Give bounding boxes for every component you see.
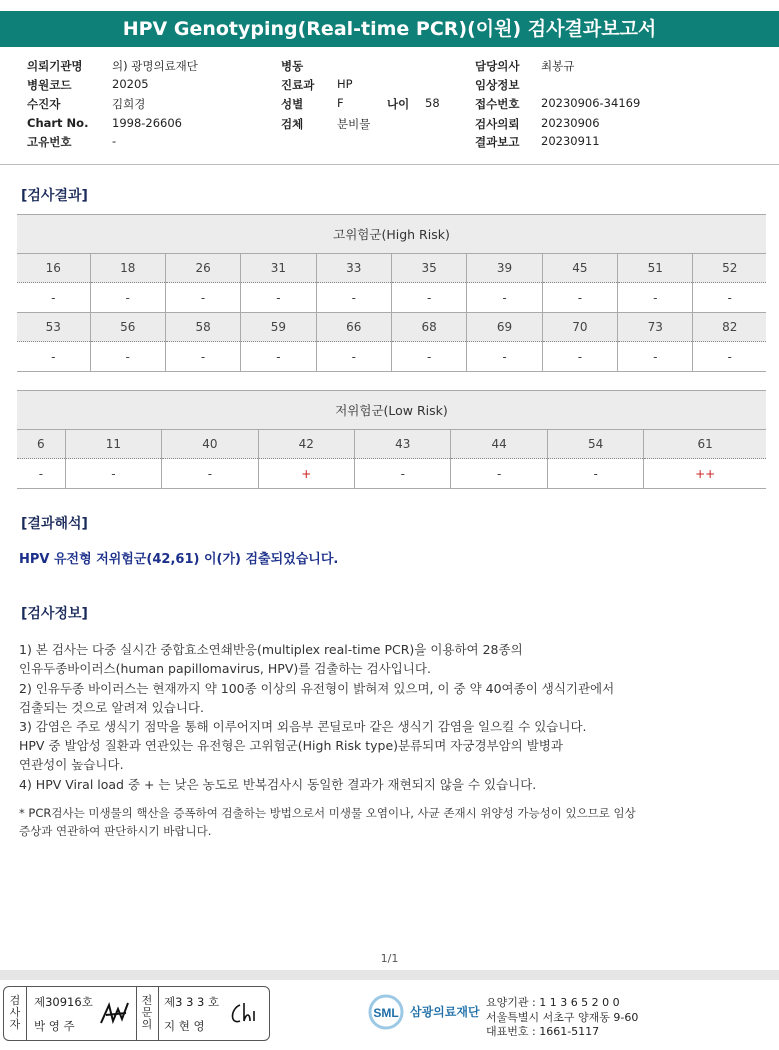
hpv-result-cell: -: [241, 283, 316, 313]
header-field-doctor: 담당의사: [475, 59, 520, 73]
hpv-type-cell: 51: [618, 254, 693, 283]
header-field-sex: 성별: [281, 97, 304, 111]
report-title: HPV Genotyping(Real-time PCR)(이원) 검사결과보고서: [0, 11, 779, 47]
hpv-type-cell: 69: [467, 313, 542, 342]
high-risk-table: [17, 214, 766, 372]
hpv-type-cell: 66: [316, 313, 391, 342]
header-value-department: HP: [337, 77, 353, 91]
tester-license-no: 제30916호: [34, 995, 93, 1009]
tester-signature: [98, 999, 134, 1029]
header-field-unique-no: 고유번호: [27, 135, 72, 149]
hpv-result-cell: -: [17, 283, 90, 313]
hpv-result-cell: -: [391, 342, 466, 372]
hpv-type-cell: 35: [391, 254, 466, 283]
hpv-result-cell: -: [90, 342, 165, 372]
hpv-result-cell: -: [618, 342, 693, 372]
high-risk-result-row-1: [17, 283, 766, 313]
high-risk-type-row-2: [17, 313, 766, 342]
hpv-result-cell: -: [693, 342, 766, 372]
low-risk-type-row: [17, 430, 766, 459]
info-line: 4) HPV Viral load 중 + 는 낮은 농도로 반복검사시 동일한 결과가 재현되지 않을 수 있습니다.: [19, 777, 537, 792]
info-line: 연관성이 높습니다.: [19, 757, 124, 772]
sml-logo-icon: [367, 993, 405, 1031]
doctor-signature: [226, 999, 260, 1029]
header-value-doctor: 최봉규: [541, 59, 575, 73]
hpv-type-cell: 33: [316, 254, 391, 283]
hpv-type-cell: 52: [693, 254, 766, 283]
hpv-result-cell: -: [162, 459, 258, 489]
header-value-specimen: 분비물: [337, 117, 371, 131]
hpv-type-cell: 73: [618, 313, 693, 342]
signature-divider: [158, 987, 159, 1040]
hpv-result-cell: -: [165, 283, 240, 313]
header-field-report-date: 결과보고: [475, 135, 520, 149]
info-line: 3) 감염은 주로 생식기 점막을 통해 이루어지며 외음부 콘딜로마 같은 생식기 감염을 일으킬 수 있습니다.: [19, 719, 587, 734]
hpv-type-cell: 54: [547, 430, 643, 459]
hpv-type-cell: 59: [241, 313, 316, 342]
hpv-type-cell: 45: [542, 254, 617, 283]
footnote-line: 증상과 연관하여 판단하시기 바랍니다.: [19, 824, 212, 838]
hpv-type-cell: 82: [693, 313, 766, 342]
low-risk-result-row: [17, 459, 766, 489]
hpv-result-cell: -: [467, 342, 542, 372]
header-value-patient: 김희경: [112, 97, 146, 111]
hpv-type-cell: 61: [644, 430, 766, 459]
header-value-hospital-code: 20205: [112, 77, 149, 91]
hpv-result-cell: -: [241, 342, 316, 372]
header-field-request-date: 검사의뢰: [475, 117, 520, 131]
hpv-result-cell: -: [17, 342, 90, 372]
page-number: 1/1: [380, 952, 399, 965]
hpv-result-cell: -: [316, 342, 391, 372]
hpv-type-cell: 26: [165, 254, 240, 283]
hpv-type-cell: 68: [391, 313, 466, 342]
hpv-result-cell: -: [355, 459, 451, 489]
hpv-type-cell: 11: [65, 430, 161, 459]
header-field-patient: 수진자: [27, 97, 61, 111]
info-line: 1) 본 검사는 다중 실시간 중합효소연쇄반응(multiplex real-time PCR)을 이용하여 28종의: [19, 642, 523, 657]
header-field-age: 나이: [387, 97, 410, 111]
tester-label: 검사자: [9, 994, 21, 1031]
hpv-result-cell: -: [467, 283, 542, 313]
footer-band: [0, 970, 779, 980]
signature-divider: [26, 987, 27, 1040]
header-field-department: 진료과: [281, 78, 315, 92]
header-field-clinical-info: 임상정보: [475, 78, 520, 92]
signature-box: [3, 986, 270, 1041]
org-phone: 대표번호 : 1661-5117: [486, 1025, 600, 1038]
hpv-result-cell: -: [17, 459, 65, 489]
section-title-info: [검사정보]: [21, 606, 88, 622]
signature-divider: [136, 987, 137, 1040]
header-value-unique-no: -: [112, 134, 117, 148]
header-field-chart-no: Chart No.: [27, 116, 89, 130]
header-field-institution: 의뢰기관명: [27, 59, 83, 73]
hpv-type-cell: 31: [241, 254, 316, 283]
high-risk-title: 고위험군(High Risk): [17, 215, 766, 254]
header-field-specimen: 검체: [281, 117, 304, 131]
header-value-institution: 의) 광명의료재단: [112, 59, 198, 73]
org-address: 서울특별시 서초구 양재동 9-60: [486, 1011, 639, 1024]
hpv-type-cell: 70: [542, 313, 617, 342]
header-field-receipt-no: 접수번호: [475, 97, 520, 111]
high-risk-result-row-2: [17, 342, 766, 372]
doctor-label: 전문의: [141, 994, 153, 1031]
hpv-type-cell: 39: [467, 254, 542, 283]
header-field-ward: 병동: [281, 59, 304, 73]
hpv-type-cell: 53: [17, 313, 90, 342]
hpv-type-cell: 6: [17, 430, 65, 459]
header-value-request-date: 20230906: [541, 116, 600, 130]
hpv-result-cell: -: [693, 283, 766, 313]
info-line: HPV 중 발암성 질환과 연관있는 유전형은 고위험군(High Risk type)분류되며 자궁경부암의 발병과: [19, 738, 563, 753]
low-risk-table: [17, 390, 766, 489]
hpv-type-cell: 40: [162, 430, 258, 459]
header-value-sex: F: [337, 96, 344, 110]
hpv-type-cell: 43: [355, 430, 451, 459]
hpv-result-cell: -: [542, 283, 617, 313]
hpv-result-cell: -: [65, 459, 161, 489]
hpv-result-cell-positive: +: [258, 459, 354, 489]
hpv-type-cell: 56: [90, 313, 165, 342]
header-value-chart-no: 1998-26606: [112, 116, 182, 130]
hpv-result-cell-positive: ++: [644, 459, 766, 489]
footnote-line: * PCR검사는 미생물의 핵산을 증폭하여 검출하는 방법으로서 미생물 오염이나, 사균 존재시 위양성 가능성이 있으므로 임상: [19, 806, 636, 820]
header-field-hospital-code: 병원코드: [27, 78, 72, 92]
high-risk-type-row-1: [17, 254, 766, 283]
info-line: 2) 인유두종 바이러스는 현재까지 약 100종 이상의 유전형이 밝혀져 있으며, 이 중 약 40여종이 생식기관에서: [19, 681, 615, 696]
section-title-interpretation: [결과해석]: [21, 516, 88, 532]
hpv-result-cell: -: [451, 459, 547, 489]
hpv-result-cell: -: [542, 342, 617, 372]
info-line: 인유두종바이러스(human papillomavirus, HPV)를 검출하는 검사입니다.: [19, 661, 431, 676]
header-value-age: 58: [425, 96, 440, 110]
org-code: 요양기관 : 1 1 3 6 5 2 0 0: [486, 996, 620, 1009]
logo-name: 삼광의료재단: [410, 1005, 480, 1019]
hpv-type-cell: 18: [90, 254, 165, 283]
interpretation-text: HPV 유전형 저위험군(42,61) 이(가) 검출되었습니다.: [19, 552, 339, 567]
header-divider: [0, 164, 779, 165]
doctor-name: 지 현 영: [164, 1019, 205, 1033]
hpv-type-cell: 42: [258, 430, 354, 459]
hpv-result-cell: -: [165, 342, 240, 372]
hpv-type-cell: 44: [451, 430, 547, 459]
header-value-receipt-no: 20230906-34169: [541, 96, 641, 110]
info-line: 검출되는 것으로 알려져 있습니다.: [19, 700, 204, 715]
hpv-result-cell: -: [90, 283, 165, 313]
low-risk-title: 저위험군(Low Risk): [17, 391, 766, 430]
hpv-result-cell: -: [316, 283, 391, 313]
doctor-license-no: 제3 3 3 호: [164, 995, 220, 1009]
hpv-result-cell: -: [391, 283, 466, 313]
hpv-result-cell: -: [547, 459, 643, 489]
tester-name: 박 영 주: [34, 1019, 75, 1033]
section-title-result: [검사결과]: [21, 188, 88, 204]
hpv-type-cell: 16: [17, 254, 90, 283]
hpv-type-cell: 58: [165, 313, 240, 342]
hpv-result-cell: -: [618, 283, 693, 313]
header-value-report-date: 20230911: [541, 134, 600, 148]
logo-abbr: SML: [373, 1006, 399, 1020]
